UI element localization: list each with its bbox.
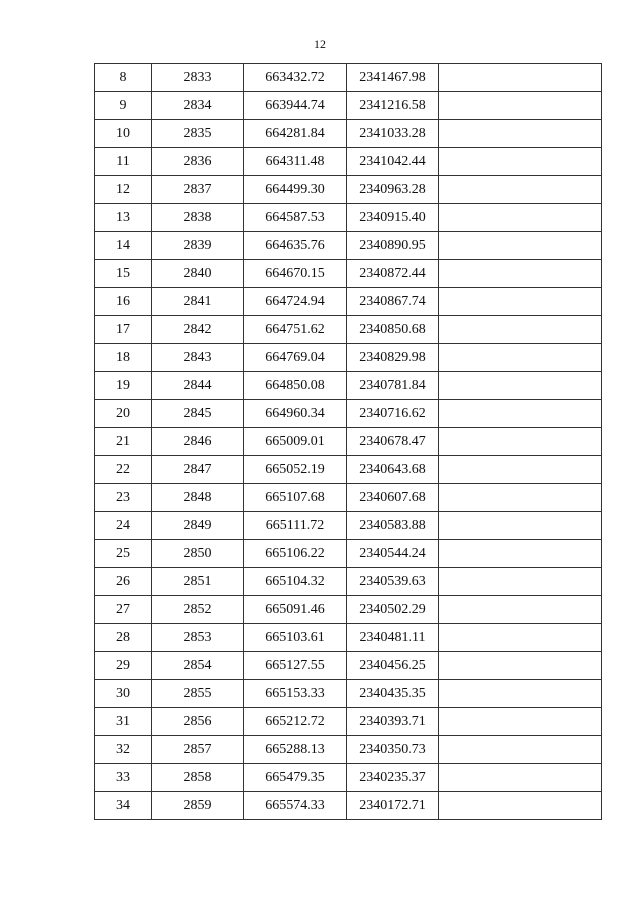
row-index-cell: 17 (95, 316, 152, 344)
x-coordinate-cell: 664670.15 (244, 260, 347, 288)
x-coordinate-cell: 665107.68 (244, 484, 347, 512)
note-cell (439, 792, 602, 820)
note-cell (439, 596, 602, 624)
y-coordinate-cell: 2340583.88 (347, 512, 439, 540)
row-index-cell: 12 (95, 176, 152, 204)
x-coordinate-cell: 665127.55 (244, 652, 347, 680)
row-index-cell: 30 (95, 680, 152, 708)
note-cell (439, 512, 602, 540)
y-coordinate-cell: 2340607.68 (347, 484, 439, 512)
x-coordinate-cell: 663944.74 (244, 92, 347, 120)
x-coordinate-cell: 664311.48 (244, 148, 347, 176)
row-index-cell: 19 (95, 372, 152, 400)
table-body (95, 64, 602, 820)
note-cell (439, 484, 602, 512)
table-row (95, 344, 602, 372)
x-coordinate-cell: 664850.08 (244, 372, 347, 400)
point-number-cell: 2850 (152, 540, 244, 568)
row-index-cell: 20 (95, 400, 152, 428)
table-row (95, 456, 602, 484)
row-index-cell: 10 (95, 120, 152, 148)
x-coordinate-cell: 665111.72 (244, 512, 347, 540)
table-row (95, 120, 602, 148)
note-cell (439, 708, 602, 736)
x-coordinate-cell: 665574.33 (244, 792, 347, 820)
x-coordinate-cell: 665052.19 (244, 456, 347, 484)
row-index-cell: 9 (95, 92, 152, 120)
table-row (95, 680, 602, 708)
row-index-cell: 33 (95, 764, 152, 792)
y-coordinate-cell: 2340544.24 (347, 540, 439, 568)
y-coordinate-cell: 2340502.29 (347, 596, 439, 624)
note-cell (439, 736, 602, 764)
x-coordinate-cell: 664751.62 (244, 316, 347, 344)
row-index-cell: 11 (95, 148, 152, 176)
y-coordinate-cell: 2340716.62 (347, 400, 439, 428)
x-coordinate-cell: 665091.46 (244, 596, 347, 624)
row-index-cell: 16 (95, 288, 152, 316)
point-number-cell: 2833 (152, 64, 244, 92)
note-cell (439, 204, 602, 232)
note-cell (439, 680, 602, 708)
table-row (95, 92, 602, 120)
x-coordinate-cell: 665106.22 (244, 540, 347, 568)
x-coordinate-cell: 664635.76 (244, 232, 347, 260)
point-number-cell: 2851 (152, 568, 244, 596)
y-coordinate-cell: 2340539.63 (347, 568, 439, 596)
table-row (95, 540, 602, 568)
point-number-cell: 2857 (152, 736, 244, 764)
note-cell (439, 92, 602, 120)
y-coordinate-cell: 2341216.58 (347, 92, 439, 120)
point-number-cell: 2848 (152, 484, 244, 512)
point-number-cell: 2834 (152, 92, 244, 120)
table-row (95, 708, 602, 736)
note-cell (439, 400, 602, 428)
table-row (95, 736, 602, 764)
point-number-cell: 2852 (152, 596, 244, 624)
table-row (95, 176, 602, 204)
x-coordinate-cell: 664769.04 (244, 344, 347, 372)
table-row (95, 316, 602, 344)
table-row (95, 288, 602, 316)
row-index-cell: 28 (95, 624, 152, 652)
note-cell (439, 176, 602, 204)
y-coordinate-cell: 2340235.37 (347, 764, 439, 792)
point-number-cell: 2839 (152, 232, 244, 260)
point-number-cell: 2855 (152, 680, 244, 708)
row-index-cell: 14 (95, 232, 152, 260)
point-number-cell: 2847 (152, 456, 244, 484)
point-number-cell: 2858 (152, 764, 244, 792)
note-cell (439, 372, 602, 400)
note-cell (439, 624, 602, 652)
row-index-cell: 31 (95, 708, 152, 736)
table-row (95, 428, 602, 456)
point-number-cell: 2856 (152, 708, 244, 736)
y-coordinate-cell: 2340435.35 (347, 680, 439, 708)
point-number-cell: 2836 (152, 148, 244, 176)
note-cell (439, 652, 602, 680)
x-coordinate-cell: 665103.61 (244, 624, 347, 652)
table-row (95, 596, 602, 624)
note-cell (439, 260, 602, 288)
row-index-cell: 25 (95, 540, 152, 568)
row-index-cell: 27 (95, 596, 152, 624)
point-number-cell: 2841 (152, 288, 244, 316)
row-index-cell: 18 (95, 344, 152, 372)
note-cell (439, 120, 602, 148)
point-number-cell: 2853 (152, 624, 244, 652)
note-cell (439, 456, 602, 484)
x-coordinate-cell: 665288.13 (244, 736, 347, 764)
x-coordinate-cell: 664281.84 (244, 120, 347, 148)
y-coordinate-cell: 2340172.71 (347, 792, 439, 820)
row-index-cell: 21 (95, 428, 152, 456)
point-number-cell: 2845 (152, 400, 244, 428)
table-row (95, 568, 602, 596)
table-row (95, 148, 602, 176)
table-row (95, 624, 602, 652)
y-coordinate-cell: 2341467.98 (347, 64, 439, 92)
row-index-cell: 34 (95, 792, 152, 820)
table-row (95, 792, 602, 820)
table-row (95, 764, 602, 792)
note-cell (439, 540, 602, 568)
point-number-cell: 2842 (152, 316, 244, 344)
y-coordinate-cell: 2340850.68 (347, 316, 439, 344)
y-coordinate-cell: 2340678.47 (347, 428, 439, 456)
note-cell (439, 344, 602, 372)
y-coordinate-cell: 2340643.68 (347, 456, 439, 484)
note-cell (439, 288, 602, 316)
row-index-cell: 15 (95, 260, 152, 288)
y-coordinate-cell: 2341042.44 (347, 148, 439, 176)
point-number-cell: 2835 (152, 120, 244, 148)
y-coordinate-cell: 2340481.11 (347, 624, 439, 652)
table-row (95, 260, 602, 288)
row-index-cell: 26 (95, 568, 152, 596)
y-coordinate-cell: 2340890.95 (347, 232, 439, 260)
x-coordinate-cell: 665153.33 (244, 680, 347, 708)
page-number: 12 (314, 37, 326, 51)
x-coordinate-cell: 665479.35 (244, 764, 347, 792)
note-cell (439, 64, 602, 92)
y-coordinate-cell: 2340867.74 (347, 288, 439, 316)
point-number-cell: 2854 (152, 652, 244, 680)
row-index-cell: 29 (95, 652, 152, 680)
note-cell (439, 568, 602, 596)
y-coordinate-cell: 2340456.25 (347, 652, 439, 680)
y-coordinate-cell: 2340872.44 (347, 260, 439, 288)
y-coordinate-cell: 2340393.71 (347, 708, 439, 736)
table-row (95, 232, 602, 260)
x-coordinate-cell: 664587.53 (244, 204, 347, 232)
x-coordinate-cell: 663432.72 (244, 64, 347, 92)
point-number-cell: 2843 (152, 344, 244, 372)
point-number-cell: 2837 (152, 176, 244, 204)
table-row (95, 484, 602, 512)
table-row (95, 512, 602, 540)
point-number-cell: 2840 (152, 260, 244, 288)
y-coordinate-cell: 2340963.28 (347, 176, 439, 204)
point-number-cell: 2859 (152, 792, 244, 820)
coordinates-table (94, 63, 602, 820)
y-coordinate-cell: 2340781.84 (347, 372, 439, 400)
x-coordinate-cell: 665212.72 (244, 708, 347, 736)
point-number-cell: 2838 (152, 204, 244, 232)
note-cell (439, 428, 602, 456)
y-coordinate-cell: 2340350.73 (347, 736, 439, 764)
table-row (95, 204, 602, 232)
table-row (95, 64, 602, 92)
point-number-cell: 2846 (152, 428, 244, 456)
table-row (95, 652, 602, 680)
row-index-cell: 8 (95, 64, 152, 92)
point-number-cell: 2849 (152, 512, 244, 540)
y-coordinate-cell: 2341033.28 (347, 120, 439, 148)
row-index-cell: 32 (95, 736, 152, 764)
x-coordinate-cell: 664724.94 (244, 288, 347, 316)
table-row (95, 400, 602, 428)
row-index-cell: 24 (95, 512, 152, 540)
note-cell (439, 232, 602, 260)
x-coordinate-cell: 665104.32 (244, 568, 347, 596)
x-coordinate-cell: 664960.34 (244, 400, 347, 428)
note-cell (439, 764, 602, 792)
x-coordinate-cell: 664499.30 (244, 176, 347, 204)
row-index-cell: 23 (95, 484, 152, 512)
x-coordinate-cell: 665009.01 (244, 428, 347, 456)
table-row (95, 372, 602, 400)
y-coordinate-cell: 2340915.40 (347, 204, 439, 232)
note-cell (439, 148, 602, 176)
point-number-cell: 2844 (152, 372, 244, 400)
row-index-cell: 22 (95, 456, 152, 484)
note-cell (439, 316, 602, 344)
row-index-cell: 13 (95, 204, 152, 232)
y-coordinate-cell: 2340829.98 (347, 344, 439, 372)
